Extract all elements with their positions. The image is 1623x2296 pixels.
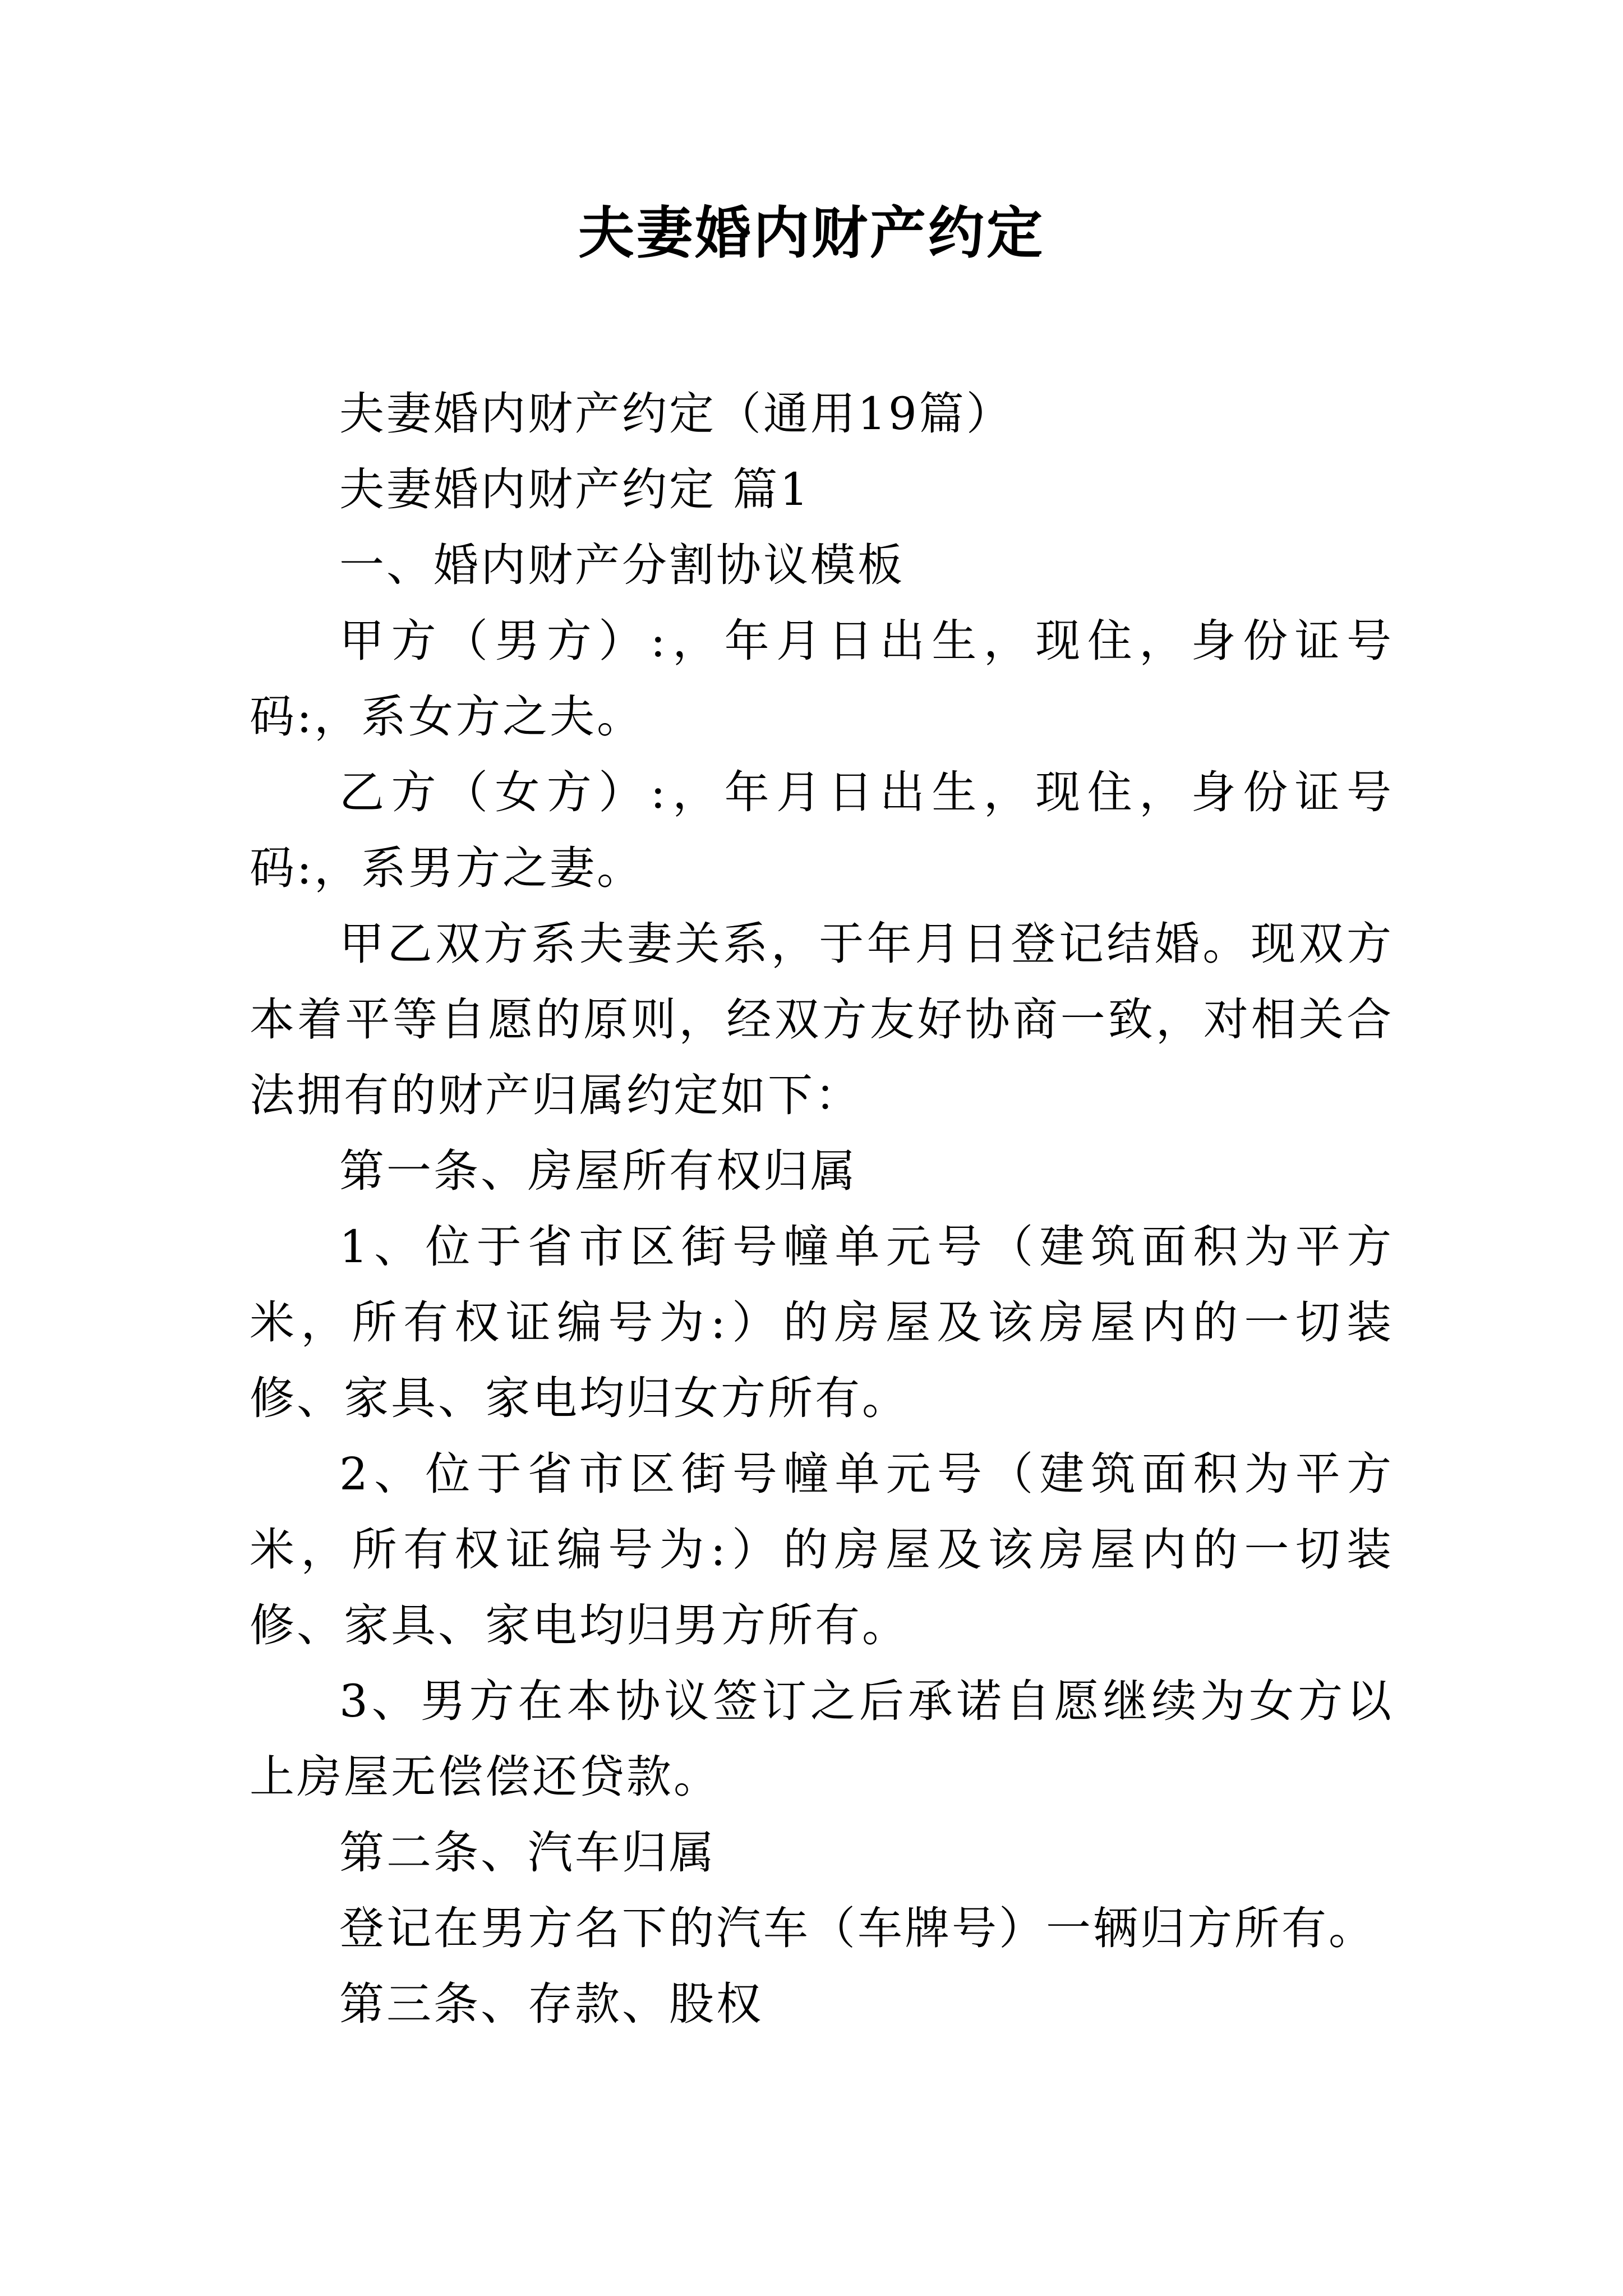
paragraph-article-1-item-3: 3、男方在本协议签订之后承诺自愿继续为女方以上房屋无偿偿还贷款。	[250, 1675, 1394, 1803]
document-body	[250, 376, 1394, 2042]
paragraph-article-2-body: 登记在男方名下的汽车（车牌号）一辆归方所有。	[339, 1902, 1376, 1954]
document-title: 夫妻婚内财产约定	[578, 200, 1045, 266]
paragraph-section-heading: 夫妻婚内财产约定 篇1	[339, 463, 811, 516]
paragraph-article-3-heading: 第三条、存款、股权	[339, 1978, 763, 2030]
paragraph-party-a: 甲方（男方）:，年月日出生，现住，身份证号码:，系女方之夫。	[250, 615, 1394, 743]
paragraph-template-heading: 一、婚内财产分割协议模板	[339, 539, 905, 591]
paragraph-preamble: 甲乙双方系夫妻关系，于年月日登记结婚。现双方本着平等自愿的原则，经双方友好协商一致，对相关合法拥有的财产归属约定如下：	[250, 918, 1394, 1121]
paragraph-article-1-heading: 第一条、房屋所有权归属	[339, 1145, 857, 1197]
paragraph-article-1-item-1: 1、位于省市区街号幢单元号（建筑面积为平方米，所有权证编号为:）的房屋及该房屋内的一切装修、家具、家电均归女方所有。	[250, 1221, 1394, 1424]
paragraph-article-2-heading: 第二条、汽车归属	[339, 1826, 716, 1879]
paragraph-article-1-item-2: 2、位于省市区街号幢单元号（建筑面积为平方米，所有权证编号为:）的房屋及该房屋内的一切装修、家具、家电均归男方所有。	[250, 1448, 1394, 1651]
paragraph-party-b: 乙方（女方）:，年月日出生，现住，身份证号码:，系男方之妻。	[250, 766, 1394, 894]
paragraph-subtitle: 夫妻婚内财产约定（通用19篇）	[339, 388, 1013, 440]
